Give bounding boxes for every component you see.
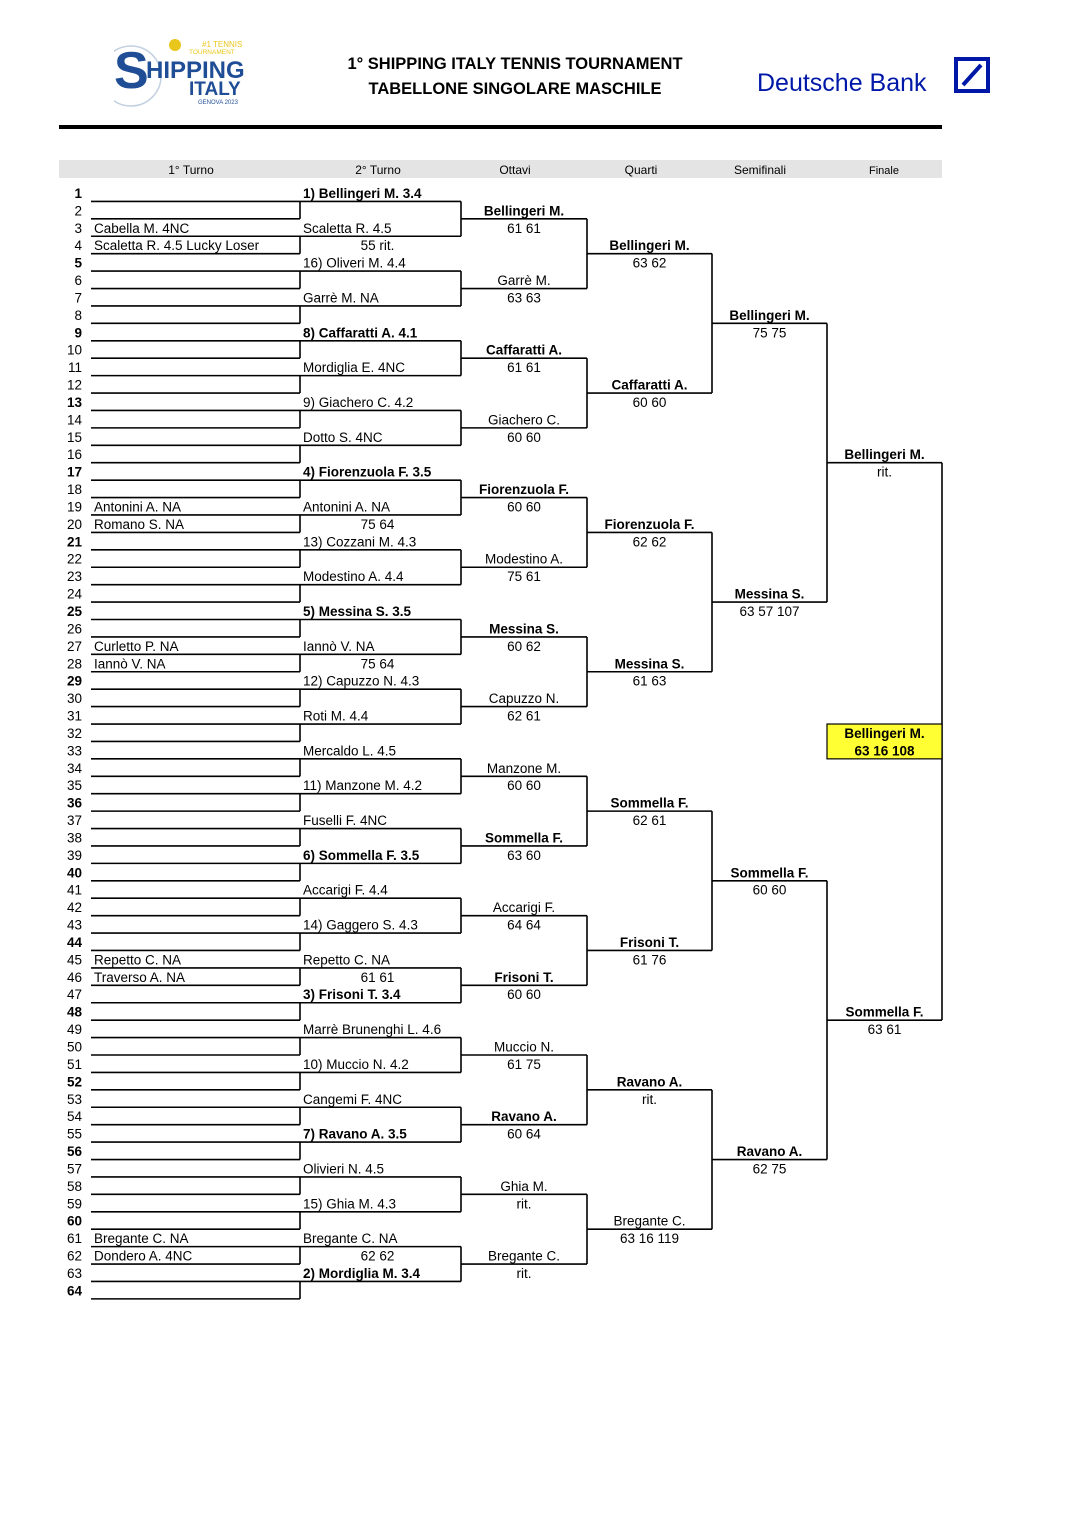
r2-player: Accarigi F. 4.4: [303, 882, 388, 898]
quarti-score: 62 62: [632, 534, 667, 550]
ottavi-player: Bellingeri M.: [483, 203, 565, 219]
ottavi-score: rit.: [516, 1265, 532, 1281]
semifinali-score: 75 75: [752, 325, 787, 341]
row-number: 17: [66, 464, 82, 480]
r2-score: 55 rit.: [360, 238, 395, 254]
finale-player: Sommella F.: [845, 1004, 924, 1020]
row-number: 22: [66, 551, 82, 567]
r2-player: Iannò V. NA: [303, 638, 375, 654]
quarti-player: Caffaratti A.: [611, 377, 688, 393]
r2-player: 3) Frisoni T. 3.4: [303, 987, 401, 1003]
ottavi-score: 63 60: [507, 847, 541, 863]
r1-player: Curletto P. NA: [94, 638, 179, 654]
row-number: 47: [66, 987, 82, 1003]
logo-sub: GENOVA 2023: [198, 100, 238, 106]
r2-player: 12) Capuzzo N. 4.3: [303, 673, 420, 689]
r2-player: 15) Ghia M. 4.3: [303, 1196, 397, 1212]
row-number: 35: [66, 778, 82, 794]
r1-player: Bregante C. NA: [94, 1231, 189, 1247]
row-number: 2: [74, 203, 82, 219]
quarti-player: Bregante C.: [613, 1213, 686, 1229]
r2-player: 14) Gaggero S. 4.3: [303, 917, 418, 933]
row-number: 42: [66, 900, 82, 916]
row-number: 59: [66, 1196, 82, 1212]
quarti-score: 63 62: [632, 255, 667, 271]
row-number: 64: [66, 1283, 82, 1299]
r1-player: Dondero A. 4NC: [94, 1248, 193, 1264]
r2-player: 5) Messina S. 3.5: [303, 604, 412, 619]
row-number: 44: [66, 934, 82, 950]
semifinali-score: 62 75: [752, 1161, 787, 1177]
r2-player: 11) Manzone M. 4.2: [303, 778, 423, 794]
semifinali-player: Ravano A.: [736, 1144, 803, 1160]
quarti-score: rit.: [642, 1091, 657, 1107]
logo-badge-line2: TOURNAMENT: [189, 49, 235, 56]
row-number: 19: [66, 499, 82, 515]
r2-score: 75 64: [360, 656, 395, 672]
quarti-score: 62 61: [632, 813, 667, 829]
ottavi-score: 62 61: [507, 708, 541, 724]
winner-score: 63 16 108: [854, 743, 915, 759]
r1-player: Antonini A. NA: [94, 499, 182, 515]
row-number: 60: [66, 1213, 82, 1229]
row-number: 46: [66, 969, 82, 985]
row-number: 5: [74, 255, 82, 271]
row-number: 62: [66, 1248, 82, 1264]
row-number: 29: [66, 673, 82, 689]
round-header-1: 1° Turno: [168, 163, 214, 177]
quarti-score: 61 63: [632, 673, 667, 689]
row-number: 41: [66, 882, 82, 898]
row-number: 61: [66, 1231, 82, 1247]
ottavi-score: 61 75: [507, 1056, 541, 1072]
r2-player: Dotto S. 4NC: [303, 429, 383, 445]
semifinali-score: 63 57 107: [739, 604, 800, 619]
r1-player: Scaletta R. 4.5 Lucky Loser: [94, 238, 260, 254]
r2-player: 16) Oliveri M. 4.4: [303, 255, 406, 271]
row-number: 34: [66, 760, 82, 776]
row-number: 53: [66, 1091, 82, 1107]
ottavi-player: Caffaratti A.: [485, 342, 563, 358]
r2-player: Scaletta R. 4.5: [303, 220, 392, 236]
row-number: 31: [66, 708, 82, 724]
ottavi-score: 61 61: [507, 220, 541, 236]
ottavi-player: Muccio N.: [493, 1039, 555, 1055]
row-number: 18: [66, 482, 82, 498]
r2-player: 10) Muccio N. 4.2: [303, 1056, 409, 1072]
round-header-2: 2° Turno: [355, 163, 401, 177]
r2-player: Mercaldo L. 4.5: [303, 743, 397, 759]
semifinali-player: Messina S.: [734, 586, 805, 602]
ottavi-player: Sommella F.: [484, 830, 564, 846]
ottavi-score: 60 60: [507, 987, 541, 1003]
row-number: 49: [66, 1022, 82, 1038]
row-number: 37: [66, 813, 82, 829]
ottavi-player: Giachero C.: [487, 412, 561, 428]
row-number: 30: [66, 691, 82, 707]
row-number: 55: [66, 1126, 82, 1142]
ottavi-player: Frisoni T.: [494, 969, 554, 985]
row-number: 4: [74, 238, 82, 254]
ottavi-score: 75 61: [507, 569, 541, 585]
r2-score: 62 62: [360, 1248, 395, 1264]
ottavi-score: 64 64: [507, 917, 541, 933]
row-number: 38: [66, 830, 82, 846]
row-number: 50: [66, 1039, 82, 1055]
r2-player: Antonini A. NA: [303, 499, 391, 515]
r1-player: Traverso A. NA: [94, 969, 186, 985]
row-number: 13: [66, 394, 82, 410]
ottavi-player: Manzone M.: [486, 760, 562, 776]
ottavi-player: Ghia M.: [500, 1178, 548, 1194]
row-number: 54: [66, 1109, 82, 1125]
row-number: 45: [66, 952, 82, 968]
ottavi-player: Fiorenzuola F.: [478, 482, 570, 498]
r2-player: Repetto C. NA: [303, 952, 391, 968]
r2-player: Fuselli F. 4NC: [303, 813, 388, 829]
quarti-player: Bellingeri M.: [609, 238, 690, 254]
row-number: 1: [74, 185, 82, 201]
r2-player: 8) Caffaratti A. 4.1: [303, 325, 418, 341]
r2-player: Olivieri N. 4.5: [303, 1161, 385, 1177]
draw-subtitle: TABELLONE SINGOLARE MASCHILE: [368, 80, 662, 98]
quarti-score: 60 60: [632, 394, 667, 410]
r2-player: Cangemi F. 4NC: [303, 1091, 403, 1107]
row-number: 15: [66, 429, 82, 445]
ottavi-player: Garrè M.: [497, 273, 551, 289]
r2-player: 6) Sommella F. 3.5: [303, 847, 420, 863]
ottavi-player: Accarigi F.: [492, 900, 556, 916]
row-number: 10: [66, 342, 82, 358]
ottavi-player: Messina S.: [489, 621, 559, 637]
row-number: 32: [66, 725, 82, 741]
semifinali-player: Bellingeri M.: [729, 307, 810, 323]
row-number: 58: [66, 1178, 82, 1194]
row-number: 51: [66, 1056, 82, 1072]
quarti-player: Frisoni T.: [619, 934, 680, 950]
row-number: 48: [66, 1004, 82, 1020]
row-number: 20: [66, 516, 82, 532]
r2-player: Roti M. 4.4: [303, 708, 369, 724]
semifinali-score: 60 60: [752, 882, 787, 898]
r2-player: Mordiglia E. 4NC: [303, 360, 406, 376]
row-number: 63: [66, 1265, 82, 1281]
row-number: 24: [66, 586, 82, 602]
r1-player: Repetto C. NA: [94, 952, 182, 968]
logo-badge-line1: #1 TENNIS: [202, 40, 243, 49]
r2-score: 75 64: [360, 516, 395, 532]
ottavi-score: 60 60: [507, 429, 541, 445]
ottavi-score: rit.: [516, 1196, 532, 1212]
row-number: 8: [74, 307, 82, 323]
row-number: 33: [66, 743, 82, 759]
row-number: 14: [66, 412, 82, 428]
round-header-4: Quarti: [624, 163, 658, 177]
r2-player: 13) Cozzani M. 4.3: [303, 534, 417, 550]
row-number: 36: [66, 795, 82, 811]
row-number: 16: [66, 447, 82, 463]
r2-player: 9) Giachero C. 4.2: [303, 394, 414, 410]
row-number: 27: [66, 638, 82, 654]
row-number: 7: [74, 290, 82, 306]
row-number: 3: [74, 220, 82, 236]
row-number: 25: [66, 604, 82, 619]
row-number: 11: [67, 360, 82, 376]
row-number: 52: [66, 1074, 82, 1090]
quarti-player: Sommella F.: [610, 795, 689, 811]
row-number: 40: [66, 865, 82, 881]
row-number: 39: [66, 847, 82, 863]
r1-player: Iannò V. NA: [94, 656, 166, 672]
row-number: 23: [66, 569, 82, 585]
r2-player: Bregante C. NA: [303, 1231, 398, 1247]
r2-player: Marrè Brunenghi L. 4.6: [303, 1022, 442, 1038]
quarti-score: 61 76: [632, 952, 667, 968]
row-number: 9: [74, 325, 82, 341]
r2-score: 61 61: [360, 969, 395, 985]
row-number: 12: [66, 377, 82, 393]
r2-player: 1) Bellingeri M. 3.4: [303, 185, 422, 201]
quarti-player: Ravano A.: [616, 1074, 683, 1090]
ottavi-player: Capuzzo N.: [488, 691, 560, 707]
tournament-title: 1° SHIPPING ITALY TENNIS TOURNAMENT: [347, 55, 683, 73]
round-header-6: Finale: [869, 165, 899, 177]
ottavi-player: Ravano A.: [491, 1109, 557, 1125]
r2-player: 4) Fiorenzuola F. 3.5: [303, 464, 432, 480]
finale-score: rit.: [877, 464, 892, 480]
r2-player: Modestino A. 4.4: [303, 569, 404, 585]
sponsor-name: Deutsche Bank: [757, 69, 927, 97]
row-number: 21: [66, 534, 82, 550]
row-number: 56: [66, 1144, 82, 1160]
row-number: 6: [74, 273, 82, 289]
winner-name: Bellingeri M.: [844, 725, 925, 741]
finale-score: 63 61: [867, 1022, 902, 1038]
quarti-score: 63 16 119: [619, 1231, 680, 1247]
r2-player: 7) Ravano A. 3.5: [303, 1126, 407, 1142]
round-header-3: Ottavi: [499, 163, 531, 177]
finale-player: Bellingeri M.: [844, 447, 925, 463]
logo-main-line1: HIPPING: [146, 57, 245, 84]
r1-player: Cabella M. 4NC: [94, 220, 190, 236]
round-header-5: Semifinali: [733, 163, 787, 177]
ottavi-score: 60 64: [507, 1126, 541, 1142]
row-number: 26: [66, 621, 82, 637]
r1-player: Romano S. NA: [94, 516, 185, 532]
r2-player: Garrè M. NA: [303, 290, 379, 306]
ottavi-score: 60 60: [507, 499, 541, 515]
ottavi-score: 60 60: [507, 778, 541, 794]
quarti-player: Fiorenzuola F.: [604, 516, 695, 532]
row-number: 57: [66, 1161, 82, 1177]
logo-main-line2: ITALY: [189, 79, 241, 100]
ottavi-player: Modestino A.: [484, 551, 564, 567]
row-number: 43: [66, 917, 82, 933]
ottavi-score: 60 62: [507, 638, 541, 654]
r2-player: 2) Mordiglia M. 3.4: [303, 1265, 421, 1281]
row-number: 28: [66, 656, 82, 672]
ottavi-player: Bregante C.: [487, 1248, 561, 1264]
quarti-player: Messina S.: [614, 656, 685, 672]
ottavi-score: 61 61: [507, 360, 541, 376]
semifinali-player: Sommella F.: [730, 865, 809, 881]
svg-text:S: S: [114, 42, 149, 100]
ottavi-score: 63 63: [507, 290, 541, 306]
